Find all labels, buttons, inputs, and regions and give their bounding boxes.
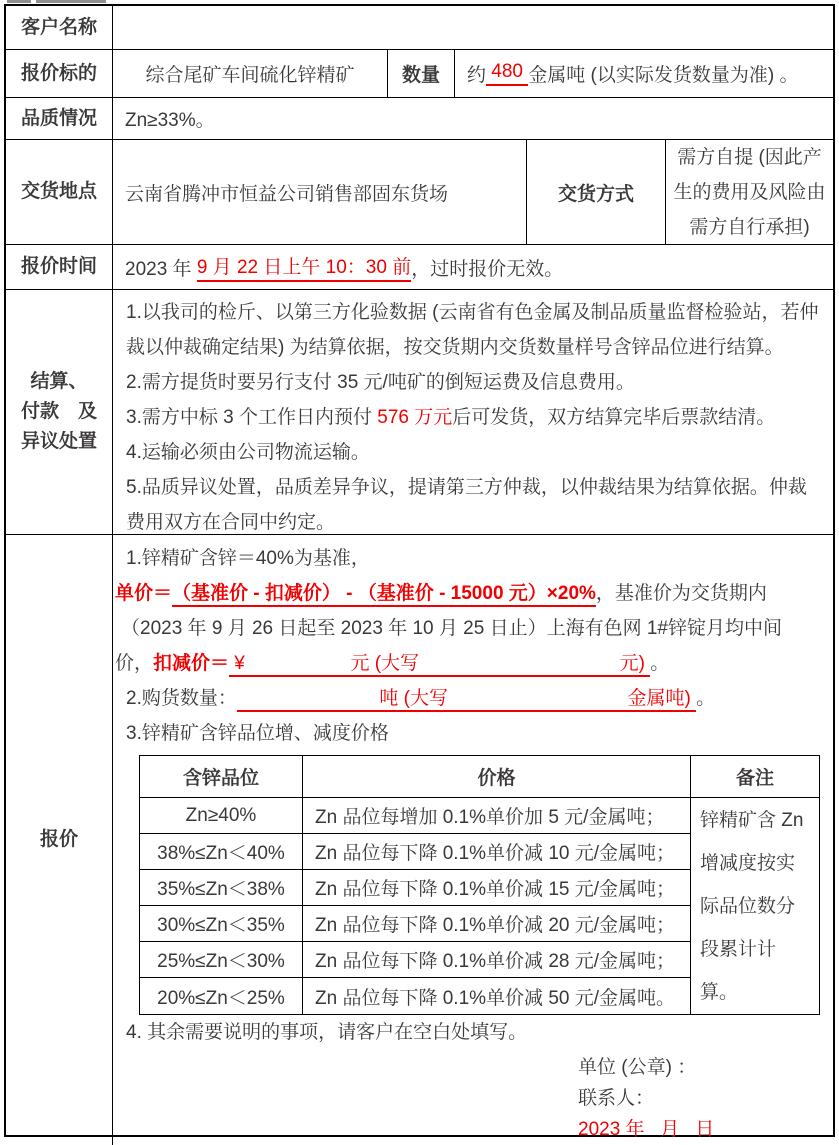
time-deadline: 9 月 22 日上午 10：30 前 xyxy=(197,252,411,282)
table-row-grade: 35%≤Zn＜38% xyxy=(140,870,303,906)
grade-column-header: 含锌品位 xyxy=(140,756,303,798)
row-quotation-time xyxy=(6,245,833,290)
formula-tail: ，基准价为交货期内 xyxy=(595,583,767,604)
customer-name-label: 客户名称 xyxy=(6,6,113,49)
settlement-item-3 xyxy=(126,400,823,435)
quote-grade-price-title: 3.锌精矿含锌品位增、减度价格 xyxy=(126,723,389,744)
table-row-grade: 25%≤Zn＜30% xyxy=(140,942,303,978)
remark-text: 锌精矿含 Zn 增减度按实际品位数分段累计计算。 xyxy=(700,809,804,1003)
signature-date: 2023 年 月 日 xyxy=(578,1119,715,1140)
delivery-address: 云南省腾冲市恒益公司销售部固东货场 xyxy=(113,140,527,244)
settlement-item-3-pre: 3.需方中标 3 个工作日内预付 xyxy=(126,407,378,428)
quote-other-notes-line: 4. 其余需要说明的事项，请客户在空白处填写。 xyxy=(126,1022,528,1043)
quote-line-basis: 1.锌精矿含锌＝40%为基准， xyxy=(126,548,370,569)
purchase-qty-label: 2.购货数量： xyxy=(126,688,237,709)
delivery-method-label: 交货方式 xyxy=(527,140,666,244)
customer-name-blank-cell[interactable] xyxy=(113,6,833,49)
quotation-time-value xyxy=(113,245,833,289)
signature-block xyxy=(126,1052,823,1145)
quantity-suffix: 金属吨 (以实际发货数量为准) 。 xyxy=(528,65,799,86)
table-row-grade: 20%≤Zn＜25% xyxy=(140,978,303,1014)
table-row-price: Zn 品位每下降 0.1%单价减 15 元/金属吨； xyxy=(303,870,691,906)
table-row-price: Zn 品位每下降 0.1%单价减 28 元/金属吨； xyxy=(303,942,691,978)
quantity-value xyxy=(455,50,833,97)
quantity-label: 数量 xyxy=(388,50,455,97)
quality-value: Zn≥33%。 xyxy=(125,110,215,131)
signature-contact: 联系人： xyxy=(578,1088,655,1109)
row-settlement xyxy=(6,290,833,535)
time-suffix: ，过时报价无效。 xyxy=(411,258,564,280)
quote-formula-line xyxy=(115,576,823,611)
table-row-price: Zn 品位每下降 0.1%单价减 20 元/金属吨； xyxy=(303,906,691,942)
settlement-label-line3: 异议处置 xyxy=(20,431,97,452)
cropped-text-artifact xyxy=(7,0,31,3)
row-quote xyxy=(6,535,833,1145)
table-remark-cell xyxy=(691,798,819,1014)
purchase-qty-blank[interactable]: 吨 (大写 金属吨) xyxy=(237,688,696,712)
delivery-location-label: 交货地点 xyxy=(6,140,113,244)
quote-content xyxy=(113,535,833,1145)
settlement-item-5: 5.品质异议处置，品质差异争议，提请第三方仲裁，以仲裁结果为结算依据。仲裁费用双方在合同中约定。 xyxy=(126,477,807,533)
quantity-prefix: 约 xyxy=(467,65,487,86)
quantity-number: 480 xyxy=(486,61,528,86)
quality-label: 品质情况 xyxy=(6,98,113,139)
settlement-item-4: 4.运输必须由公司物流运输。 xyxy=(126,442,370,463)
table-row-grade: 30%≤Zn＜35% xyxy=(140,906,303,942)
table-row-price: Zn 品位每增加 0.1%单价加 5 元/金属吨； xyxy=(303,798,691,834)
quote-baseprice-period: （2023 年 9 月 26 日起至 2023 年 10 月 25 日止）上海有色网 1#锌锭月均中间 xyxy=(121,618,782,639)
quote-label: 报价 xyxy=(6,535,113,1145)
quote-deduction-line xyxy=(115,646,823,681)
table-row-grade: 38%≤Zn＜40% xyxy=(140,834,303,870)
table-row-price: Zn 品位每下降 0.1%单价减 10 元/金属吨； xyxy=(303,834,691,870)
formula-body: （基准价 - 扣减价） - （基准价 - 15000 元）×20% xyxy=(172,583,596,607)
quote-purchase-qty-line xyxy=(126,681,823,716)
table-row-grade: Zn≥40% xyxy=(140,798,303,834)
formula-lead: 单价＝ xyxy=(115,583,173,604)
quotation-form-table xyxy=(4,4,835,1140)
deduction-label: 扣减价＝ xyxy=(153,653,230,674)
deduction-blank[interactable]: ¥ 元 (大写 元) xyxy=(229,653,650,677)
table-row-price: Zn 品位每下降 0.1%单价减 50 元/金属吨。 xyxy=(303,978,691,1014)
cropped-text-artifact xyxy=(36,0,106,3)
remark-column-header: 备注 xyxy=(691,756,819,798)
settlement-label-line1: 结算、 xyxy=(30,371,88,392)
row-quotation-subject xyxy=(6,50,833,98)
settlement-label xyxy=(6,290,113,534)
row-delivery xyxy=(6,140,833,245)
deduction-end: 。 xyxy=(650,653,670,674)
quotation-time-label: 报价时间 xyxy=(6,245,113,289)
settlement-label-line2: 付款 及 xyxy=(20,401,97,422)
row-quality xyxy=(6,98,833,140)
subject-label: 报价标的 xyxy=(6,50,113,97)
subject-value: 综合尾矿车间硫化锌精矿 xyxy=(113,50,388,97)
zinc-grade-price-table xyxy=(139,755,820,1015)
settlement-item-2: 2.需方提货时要另行支付 35 元/吨矿的倒短运费及信息费用。 xyxy=(126,372,635,393)
time-prefix: 2023 年 xyxy=(125,258,197,280)
settlement-terms xyxy=(113,290,833,534)
row-customer-name xyxy=(6,6,833,50)
purchase-qty-end: 。 xyxy=(696,688,716,709)
signature-unit-seal: 单位 (公章) ： xyxy=(578,1057,697,1078)
settlement-item-3-post: 后可发货，双方结算完毕后票款结清。 xyxy=(452,407,776,428)
delivery-method-value: 需方自提 (因此产生的费用及风险由需方自行承担) xyxy=(673,146,826,238)
deduction-pre: 价， xyxy=(115,653,154,674)
settlement-item-1: 1.以我司的检斤、以第三方化验数据 (云南省有色金属及制品质量监督检验站，若仲裁以仲裁确定结果) 为结算依据，按交货期内交货数量样号含锌品位进行结算。 xyxy=(126,302,819,358)
price-column-header: 价格 xyxy=(303,756,691,798)
prepayment-amount: 576 万元 xyxy=(377,407,453,428)
